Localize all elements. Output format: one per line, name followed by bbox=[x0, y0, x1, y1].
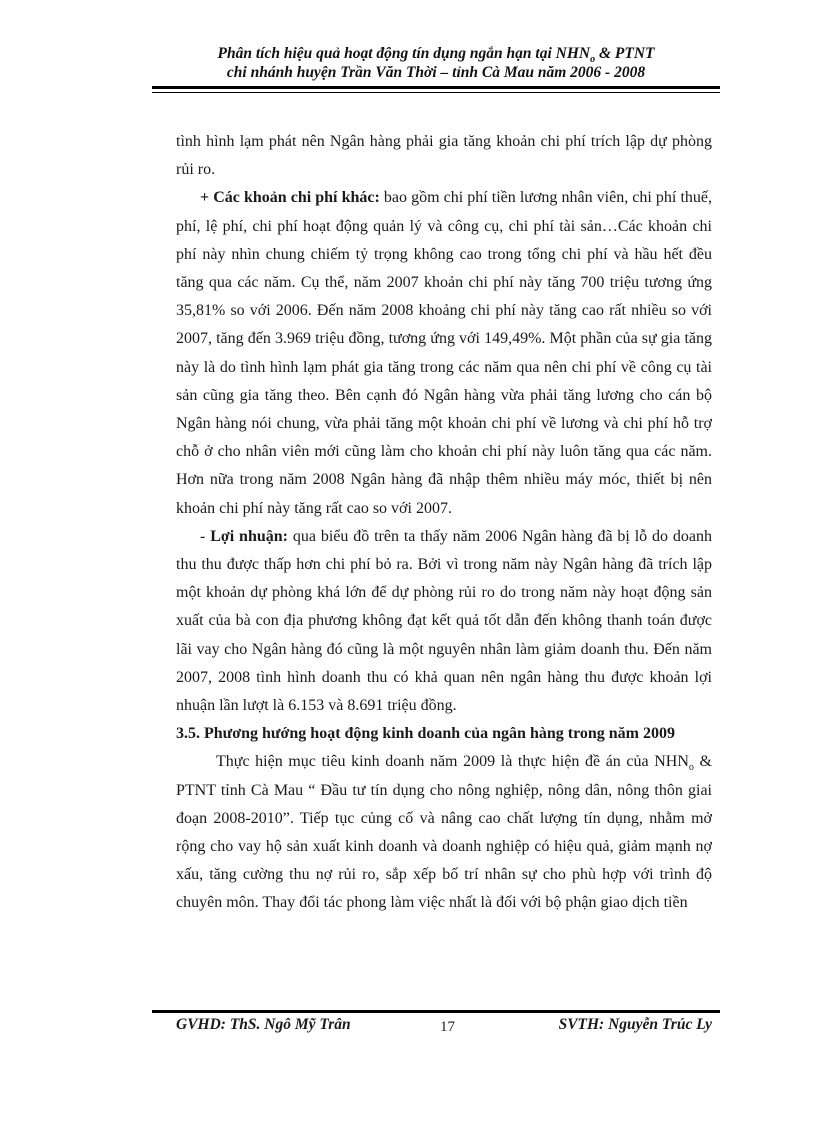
other-costs-lead: + Các khoản chi phí khác: bbox=[200, 189, 380, 207]
page-number: 17 bbox=[440, 1019, 455, 1035]
footer-student: SVTH: Nguyễn Trúc Ly bbox=[558, 1016, 712, 1033]
paragraph-risk-provision: tình hình lạm phát nên Ngân hàng phải gia tăng khoản chi phí trích lập dự phòng rủi ro. bbox=[176, 133, 712, 179]
header-rule-thin bbox=[152, 92, 720, 93]
footer-advisor: GVHD: ThS. Ngô Mỹ Trân bbox=[176, 1016, 351, 1033]
body-text bbox=[176, 128, 712, 918]
header-line-1: Phân tích hiệu quả hoạt động tín dụng ngắn hạn tại $NHN_o$ & PTNT bbox=[217, 45, 655, 66]
footer-rule bbox=[152, 1010, 720, 1013]
profit-lead: Lợi nhuận: bbox=[210, 527, 288, 545]
running-footer bbox=[176, 1016, 712, 1038]
header-rule-thick bbox=[152, 86, 720, 89]
header-line-2: chi nhánh huyện Trần Văn Thời – tỉnh Cà Mau năm 2006 - 2008 bbox=[226, 64, 646, 81]
paragraph-other-costs: + Các khoản chi phí khác: bao gồm chi phí tiền lương nhân viên, chi phí thuế, phí, lệ phí, chi phí hoạt động quản lý và công cụ, chi phí tài sản…Các khoản chi phí này nhìn chung chiếm tỷ trọng không cao trong tổng chi phí và hầu hết đều tăng qua các năm. Cụ thể, năm 2007 khoản chi phí này tăng 700 triệu tương ứng 35,81% so với 2006. Đến năm 2008 khoảng chi phí này tăng cao rất nhiều so với 2007, tăng đến 3.969 triệu đồng, tương ứng với 149,49%. Một phần của sự gia tăng này là do tình hình lạm phát gia tăng trong các năm qua nên chi phí về công cụ tài sản cũng gia tăng theo. Bên cạnh đó Ngân hàng vừa phải tăng lương cho cán bộ Ngân hàng nói chung, vừa phải tăng một khoản chi phí về lương và chi phí hỗ trợ chỗ ở cho nhân viên mới cũng làm cho khoản chi phí này luôn tăng qua các năm. Hơn nữa trong năm 2008 Ngân hàng đã nhập thêm nhiều máy móc, thiết bị nên khoản chi phí này tăng rất cao so với 2007. bbox=[176, 189, 712, 517]
paragraph-direction-2009: Thực hiện mục tiêu kinh doanh năm 2009 là thực hiện đề án của $NHN_o$ & PTNT tỉnh Cà Mau “ Đầu tư tín dụng cho nông nghiệp, nông dân, nông thôn giai đoạn 2008-2010”. Tiếp tục củng cố và nâng cao chất lượng tín dụng, nhằm mở rộng cho vay hộ sản xuất kinh doanh và doanh nghiệp có hiệu quả, giảm mạnh nợ xấu, tăng cường thu nợ rủi ro, sắp xếp bố trí nhân sự cho phù hợp với trình độ chuyên môn. Thay đổi tác phong làm việc nhất là đối với bộ phận giao dịch tiền bbox=[176, 753, 712, 912]
section-heading-3-5: 3.5. Phương hướng hoạt động kinh doanh của ngân hàng trong năm 2009 bbox=[176, 725, 676, 743]
paragraph-profit: - Lợi nhuận: qua biểu đồ trên ta thấy năm 2006 Ngân hàng đã bị lỗ do doanh thu thu được thấp hơn chi phí bỏ ra. Bởi vì trong năm này Ngân hàng đã trích lập một khoản dự phòng khá lớn để dự phòng rủi ro do trong năm này hoạt động sản xuất của bà con địa phương không đạt kết quả tốt dẫn đến không thanh toán được lãi vay cho Ngân hàng đó cũng là một nguyên nhân làm giảm doanh thu. Đến năm 2007, 2008 tình hình doanh thu có khả quan nên ngân hàng thu được khoản lợi nhuận lần lượt là 6.153 và 8.691 triệu đồng. bbox=[176, 527, 713, 715]
running-header bbox=[152, 44, 720, 82]
